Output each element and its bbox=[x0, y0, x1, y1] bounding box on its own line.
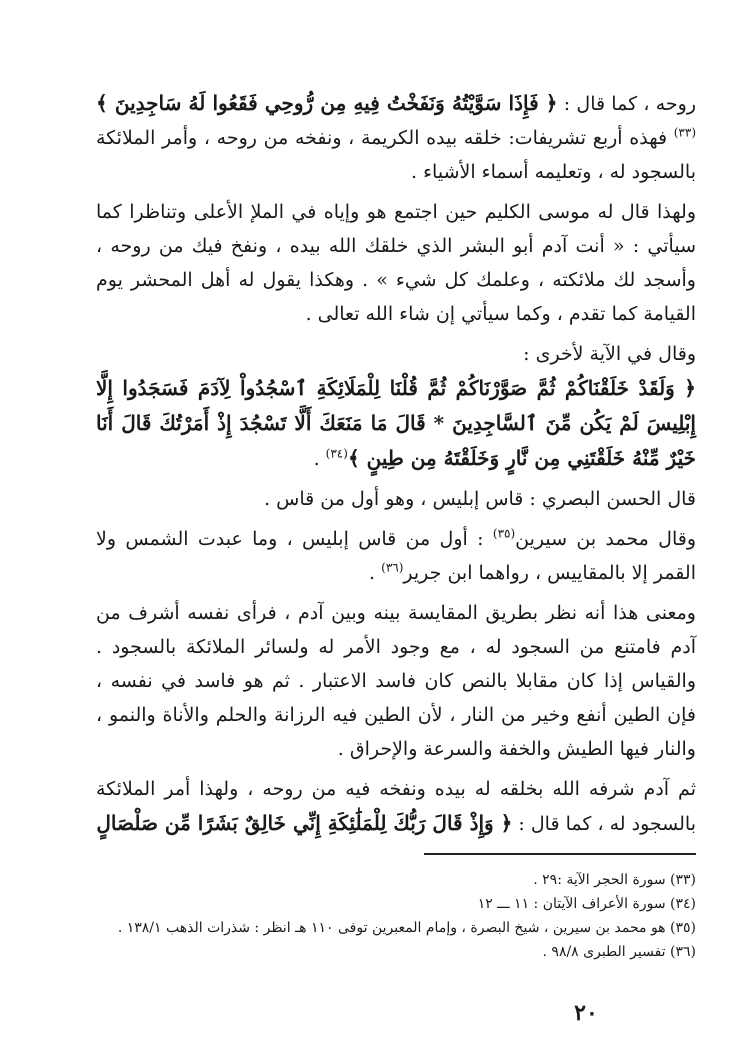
quran-verse: ﴿ وَإِذْ قَالَ رَبُّكَ لِلْمَلَٰئِكَةِ إِنِّي خَالِقٌ بَشَرًا مِّن صَلْصَالٍ bbox=[96, 811, 513, 835]
main-text bbox=[96, 86, 696, 847]
footnote-ref: (٣٥) bbox=[492, 526, 516, 541]
paragraph-7: ومعنى هذا أنه نظر بطريق المقايسة بينه وبين آدم ، فرأى نفسه أشرف من آدم فامتنع من السجود له ، مع وجود الأمر له ولسائر الملائكة بالسجود . والقياس إذا كان مقابلا بالنص كان فاسد الاعتبار . ثم هو فاسد في نفسه ، فإن الطين أنفع وخير من النار ، لأن الطين فيه الرزانة والحلم والأناة والنمو ، والنار فيها الطيش والخفة والسرعة والإحراق . bbox=[96, 602, 696, 760]
footnote-35: (٣٥) هو محمد بن سيرين ، شيخ البصرة ، وإمام المعبرين توفى ١١٠ هـ انظر : شذرات الذهب ١٣٨/١ . bbox=[117, 920, 696, 936]
paragraph-1: روحه ، كما قال : ﴿ فَإِذَا سَوَّيْتُهُ وَنَفَخْتُ فِيهِ مِن رُّوحِي فَقَعُوا لَهُ سَاجِدِينَ ﴾$^{(٣٣)}$ فهذه أربع تشريفات: خلقه بيده الكريمة ، ونفخه من روحه ، وأمر الملائكة بالسجود له ، وتعليمه أسماء الأشياء . bbox=[96, 91, 696, 183]
quran-verse: ﴿ وَلَقَدْ خَلَقْنَاكُمْ ثُمَّ صَوَّرْنَاكُمْ ثُمَّ قُلْنَا لِلْمَلَائِكَةِ ٱسْجُدُواْ لِآدَمَ فَسَجَدُوا إِلَّا إِبْلِيسَ لَمْ يَكُن مِّنَ ٱلسَّاجِدِينَ * قَالَ مَا مَنَعَكَ أَلَّا تَسْجُدَ إِذْ أَمَرْتُكَ قَالَ أَنَا خَيْرٌ مِّنْهُ خَلَقْتَنِي مِن نَّارٍ وَخَلَقْتَهُ مِن طِينٍ ﴾ bbox=[96, 376, 696, 470]
footnote-ref: (٣٦) bbox=[381, 560, 404, 575]
footnote-36: (٣٦) تفسير الطبرى ٩٨/٨ . bbox=[542, 944, 696, 960]
paragraph-6: وقال محمد بن سيرين$^{(٣٥)}$ : أول من قاس إبليس ، وما عبدت الشمس ولا القمر إلا بالمقاييس ، رواهما ابن جرير$^{(٣٦)}$ . bbox=[96, 526, 697, 584]
footnote-33: (٣٣) سورة الحجر الآية :٢٩ . bbox=[533, 872, 696, 888]
footnotes bbox=[96, 868, 696, 964]
paragraph-5: قال الحسن البصري : قاس إبليس ، وهو أول من قاس . bbox=[264, 488, 696, 510]
footnote-ref: (٣٤) bbox=[325, 446, 348, 461]
page-number: ٢٠ bbox=[574, 1000, 598, 1026]
footnote-divider bbox=[424, 853, 696, 855]
paragraph-8: ثم آدم شرفه الله بخلقه له بيده ونفخه فيه من روحه ، ولهذا أمر الملائكة بالسجود له ، كما قال : ﴿ وَإِذْ قَالَ رَبُّكَ لِلْمَلَٰئِكَةِ إِنِّي خَالِقٌ بَشَرًا مِّن صَلْصَالٍ bbox=[96, 778, 696, 835]
footnote-ref: (٣٣) bbox=[673, 125, 696, 140]
paragraph-2: ولهذا قال له موسى الكليم حين اجتمع هو وإياه في الملإ الأعلى وتناظرا كما سيأتي : « أنت آدم أبو البشر الذي خلقك الله بيده ، ونفخ فيك من روحه ، وأسجد لك ملائكته ، وعلمك كل شيء » . وهكذا يقول له أهل المحشر يوم القيامة كما تقدم ، وكما سيأتي إن شاء الله تعالى . bbox=[96, 201, 696, 325]
footnote-34: (٣٤) سورة الأعراف الآيتان : ١١ ـــ ١٢ bbox=[477, 896, 696, 912]
quran-verse: ﴿ فَإِذَا سَوَّيْتُهُ وَنَفَخْتُ فِيهِ مِن رُّوحِي فَقَعُوا لَهُ سَاجِدِينَ ﴾ bbox=[96, 91, 558, 115]
paragraph-3: وقال في الآية لأخرى : bbox=[523, 343, 696, 365]
paragraph-4: ﴿ وَلَقَدْ خَلَقْنَاكُمْ ثُمَّ صَوَّرْنَاكُمْ ثُمَّ قُلْنَا لِلْمَلَائِكَةِ ٱسْجُدُواْ لِآدَمَ فَسَجَدُوا إِلَّا إِبْلِيسَ لَمْ يَكُن مِّنَ ٱلسَّاجِدِينَ * قَالَ مَا مَنَعَكَ أَلَّا تَسْجُدَ إِذْ أَمَرْتُكَ قَالَ أَنَا خَيْرٌ مِّنْهُ خَلَقْتَنِي مِن نَّارٍ وَخَلَقْتَهُ مِن طِينٍ ﴾$^{(٣٤)}$ . bbox=[96, 376, 696, 470]
